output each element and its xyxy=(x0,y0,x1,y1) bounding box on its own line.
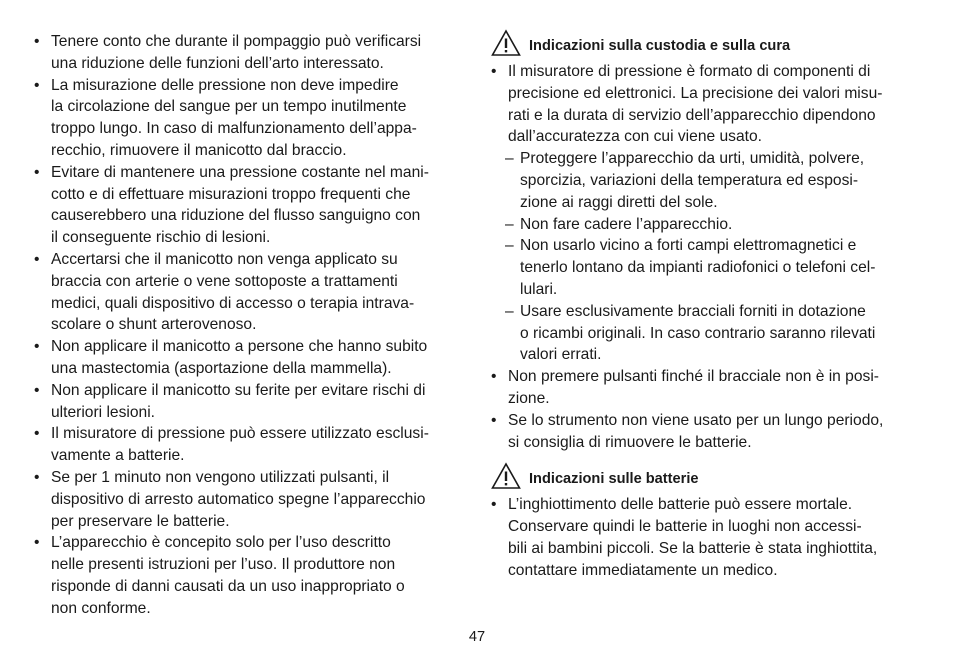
text-line: dispositivo di arresto automatico spegne l’apparecchio xyxy=(51,490,426,508)
text-line: • Il misuratore di pressione può essere utilizzato esclusi- xyxy=(51,425,429,443)
section-heading-text: Indicazioni sulla custodia e sulla cura xyxy=(529,38,791,54)
page-number: 47 xyxy=(468,629,486,645)
text-line: ulteriori lesioni. xyxy=(51,403,156,421)
text-line: – Non fare cadere l’apparecchio. xyxy=(520,215,733,233)
text-line: causerebbero una riduzione del flusso sanguigno con xyxy=(51,207,421,225)
list-item xyxy=(34,31,466,75)
text-line: • L’inghiottimento delle batterie può essere mortale. xyxy=(508,496,853,514)
dash-item xyxy=(491,301,919,366)
list-item xyxy=(34,75,466,162)
left-column xyxy=(34,31,466,620)
text-line: – Non usarlo vicino a forti campi elettromagnetici e xyxy=(520,237,857,255)
text-line: una riduzione delle funzioni dell’arto interessato. xyxy=(51,54,384,72)
text-line: • Non applicare il manicotto su ferite per evitare rischi di xyxy=(51,381,426,399)
text-line: – Usare esclusivamente bracciali forniti in dotazione xyxy=(520,302,866,320)
text-line: • Tenere conto che durante il pompaggio può verificarsi xyxy=(51,33,422,50)
text-line: nelle presenti istruzioni per l’uso. Il produttore non xyxy=(51,556,396,574)
text-line: vamente a batterie. xyxy=(51,447,185,465)
text-line: • Non applicare il manicotto a persone che hanno subito xyxy=(51,338,428,356)
section-heading-care xyxy=(491,31,919,55)
text-line: cotto e di effettuare misurazioni troppo frequenti che xyxy=(51,185,411,203)
list-item xyxy=(491,61,919,148)
dash-item xyxy=(491,214,919,236)
text-line: • Il misuratore di pressione è formato di componenti di xyxy=(508,63,871,80)
text-line: • Evitare di mantenere una pressione costante nel mani- xyxy=(51,163,429,181)
list-item xyxy=(34,380,466,424)
text-line: bili ai bambini piccoli. Se la batterie è stata inghiottita, xyxy=(508,539,878,557)
care-list xyxy=(491,61,919,453)
text-line: lulari. xyxy=(520,280,558,298)
text-line: scolare o shunt arterovenoso. xyxy=(51,316,257,334)
list-item xyxy=(34,162,466,249)
text-line: medici, quali dispositivo di accesso o terapia intrava- xyxy=(51,294,415,312)
list-item xyxy=(491,410,919,454)
text-line: risponde di danni causati da un uso inappropriato o xyxy=(51,577,405,595)
text-line: – Proteggere l’apparecchio da urti, umidità, polvere, xyxy=(520,150,865,168)
text-line: rati e la durata di servizio dell’apparecchio dipendono xyxy=(508,106,876,124)
text-line: • Accertarsi che il manicotto non venga applicato su xyxy=(51,250,398,268)
text-line: non conforme. xyxy=(51,599,151,617)
text-line: recchio, rimuovere il manicotto dal braccio. xyxy=(51,141,347,159)
text-line: per preservare le batterie. xyxy=(51,512,230,530)
warning-triangle-icon xyxy=(491,29,521,57)
text-line: sporcizia, variazioni della temperatura ed esposi- xyxy=(520,171,859,189)
text-line: • La misurazione delle pressione non deve impedire xyxy=(51,76,399,94)
text-line: braccia con arterie o vene sottoposte a trattamenti xyxy=(51,272,398,290)
text-line: Conservare quindi le batterie in luoghi non accessi- xyxy=(508,518,862,536)
text-line: valori errati. xyxy=(520,346,602,364)
text-line: precisione ed elettronici. La precisione dei valori misu- xyxy=(508,84,883,102)
text-line: • Se lo strumento non viene usato per un lungo periodo, xyxy=(508,411,884,429)
right-column xyxy=(491,31,919,582)
text-line: tenerlo lontano da impianti radiofonici o telefoni cel- xyxy=(520,259,876,277)
list-item xyxy=(34,423,466,467)
warning-triangle-icon xyxy=(491,462,521,490)
section-heading-text: Indicazioni sulle batterie xyxy=(529,471,699,488)
text-line: la circolazione del sangue per un tempo inutilmente xyxy=(51,98,407,116)
text-line: zione. xyxy=(508,389,550,407)
list-item xyxy=(491,494,919,581)
text-line: contattare immediatamente un medico. xyxy=(508,561,778,579)
text-line: troppo lungo. In caso di malfunzionamento dell’appa- xyxy=(51,120,417,138)
list-item xyxy=(34,467,466,532)
left-bullet-list xyxy=(34,31,466,620)
list-item xyxy=(34,249,466,336)
dash-item xyxy=(491,235,919,300)
text-line: il conseguente rischio di lesioni. xyxy=(51,229,271,247)
list-item xyxy=(34,336,466,380)
text-line: una mastectomia (asportazione della mammella). xyxy=(51,359,392,377)
text-line: • Se per 1 minuto non vengono utilizzati pulsanti, il xyxy=(51,468,390,486)
text-line: zione ai raggi diretti del sole. xyxy=(520,193,718,211)
text-line: • Non premere pulsanti finché il bracciale non è in posi- xyxy=(508,368,879,386)
batteries-list xyxy=(491,494,919,581)
text-line: o ricambi originali. In caso contrario saranno rilevati xyxy=(520,324,876,342)
text-line: si consiglia di rimuovere le batterie. xyxy=(508,433,752,451)
text-line: • L’apparecchio è concepito solo per l’uso descritto xyxy=(51,534,391,552)
list-item xyxy=(34,532,466,619)
section-heading-batteries xyxy=(491,464,919,488)
dash-item xyxy=(491,148,919,213)
text-line: dall’accuratezza con cui viene usato. xyxy=(508,128,762,146)
list-item xyxy=(491,366,919,410)
